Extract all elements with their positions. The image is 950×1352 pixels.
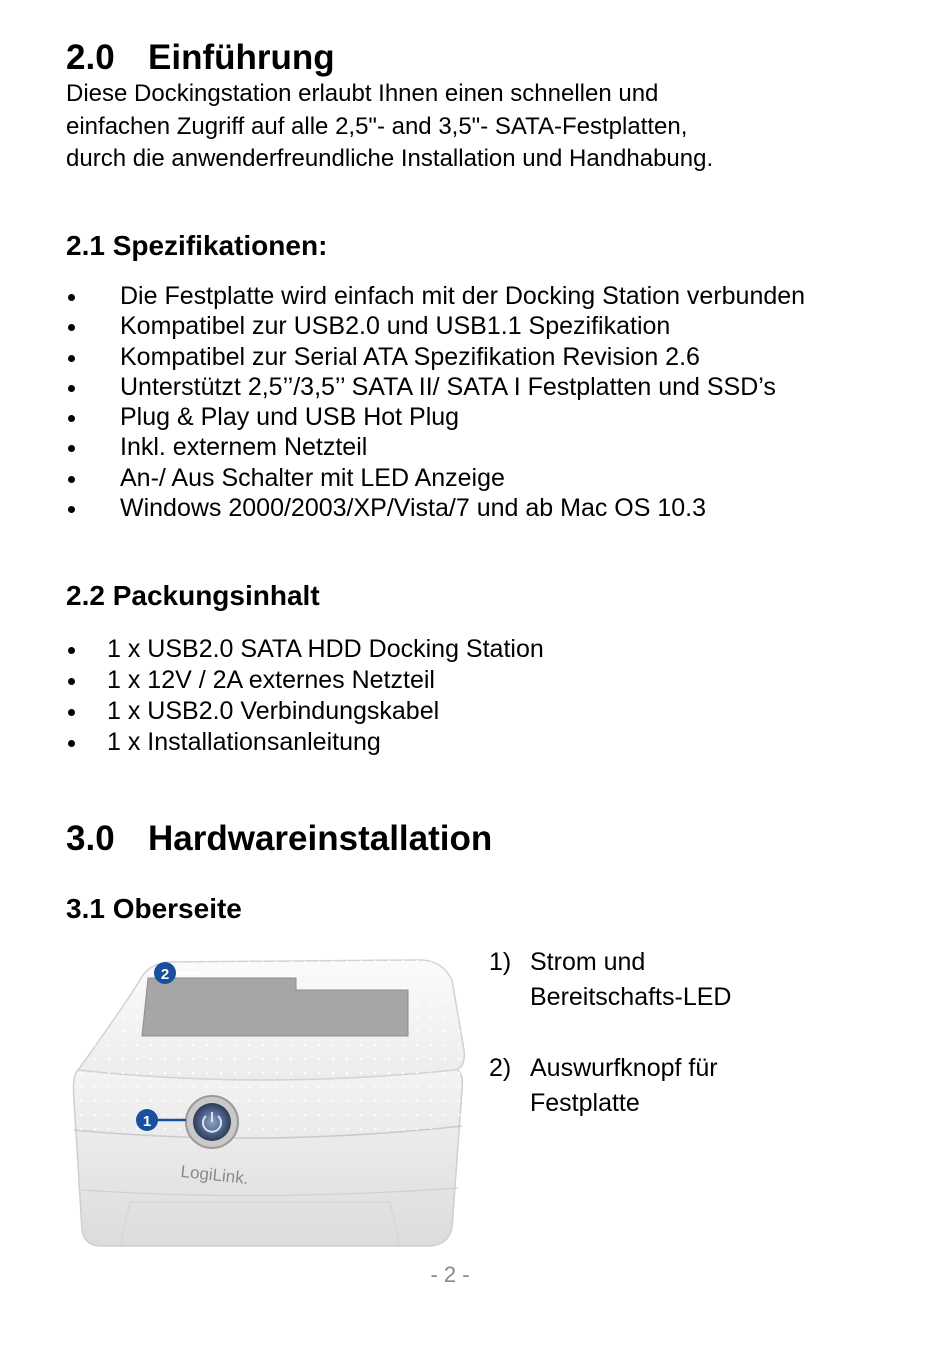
heading-spezifikationen: 2.1 Spezifikationen:: [66, 230, 328, 261]
intro-line: durch die anwenderfreundliche Installation und Handhabung.: [66, 145, 714, 172]
list-item: 1 x USB2.0 SATA HDD Docking Station: [66, 634, 544, 665]
bullet-icon: [68, 415, 75, 422]
spec-list: [66, 281, 805, 523]
legend-text: Auswurfknopf für: [530, 1054, 718, 1082]
heading-title: Hardwareinstallation: [148, 819, 493, 858]
heading-title: Einführung: [148, 38, 335, 77]
heading-packungsinhalt: 2.2 Packungsinhalt: [66, 580, 320, 611]
legend-item: [489, 945, 731, 1015]
heading-hardwareinstallation: [66, 819, 492, 859]
list-item: 1 x Installationsanleitung: [66, 727, 544, 758]
bullet-icon: [68, 445, 75, 452]
bullet-icon: [68, 678, 75, 685]
list-item: Plug & Play und USB Hot Plug: [66, 402, 805, 432]
docking-station-image: [60, 940, 480, 1260]
bullet-icon: [68, 740, 75, 747]
list-item: 1 x USB2.0 Verbindungskabel: [66, 696, 544, 727]
docking-station-illustration: [60, 940, 480, 1260]
callout-1-label: 1: [142, 1113, 152, 1130]
legend-number: 2): [489, 1054, 512, 1082]
bullet-icon: [68, 385, 75, 392]
bullet-icon: [68, 647, 75, 654]
list-item: Inkl. externem Netzteil: [66, 432, 805, 462]
bullet-icon: [68, 506, 75, 513]
page-number: - 2 -: [430, 1262, 470, 1287]
intro-paragraph: [66, 78, 713, 176]
legend-text: Festplatte: [530, 1089, 640, 1117]
package-list: [66, 634, 544, 758]
brand-logo-text: LogiLink.: [179, 1161, 250, 1188]
bullet-icon: [68, 355, 75, 362]
image-legend: [489, 945, 731, 1121]
heading-number: 2.0: [66, 38, 115, 77]
intro-line: einfachen Zugriff auf alle 2,5"- and 3,5"- SATA-Festplatten,: [66, 112, 688, 140]
legend-text: Bereitschafts-LED: [530, 983, 732, 1011]
legend-number: 1): [489, 948, 512, 976]
heading-oberseite: 3.1 Oberseite: [66, 893, 242, 924]
list-item: Kompatibel zur Serial ATA Spezifikation Revision 2.6: [66, 342, 805, 372]
bullet-icon: [68, 294, 75, 301]
legend-text: Strom und: [530, 948, 646, 976]
bullet-icon: [68, 709, 75, 716]
heading-number: 3.0: [66, 819, 115, 858]
list-item: Unterstützt 2,5’’/3,5’’ SATA II/ SATA I Festplatten und SSD’s: [66, 372, 805, 402]
list-item: An-/ Aus Schalter mit LED Anzeige: [66, 463, 805, 493]
list-item: Die Festplatte wird einfach mit der Docking Station verbunden: [66, 281, 805, 311]
callout-2-label: 2: [160, 966, 170, 983]
list-item: Kompatibel zur USB2.0 und USB1.1 Spezifikation: [66, 311, 805, 341]
bullet-icon: [68, 324, 75, 331]
list-item: 1 x 12V / 2A externes Netzteil: [66, 665, 544, 696]
list-item: Windows 2000/2003/XP/Vista/7 und ab Mac OS 10.3: [66, 493, 805, 523]
heading-einfuehrung: [66, 38, 335, 78]
bullet-icon: [68, 476, 75, 483]
legend-item: [489, 1051, 731, 1121]
intro-line: Diese Dockingstation erlaubt Ihnen einen schnellen und: [66, 80, 659, 107]
